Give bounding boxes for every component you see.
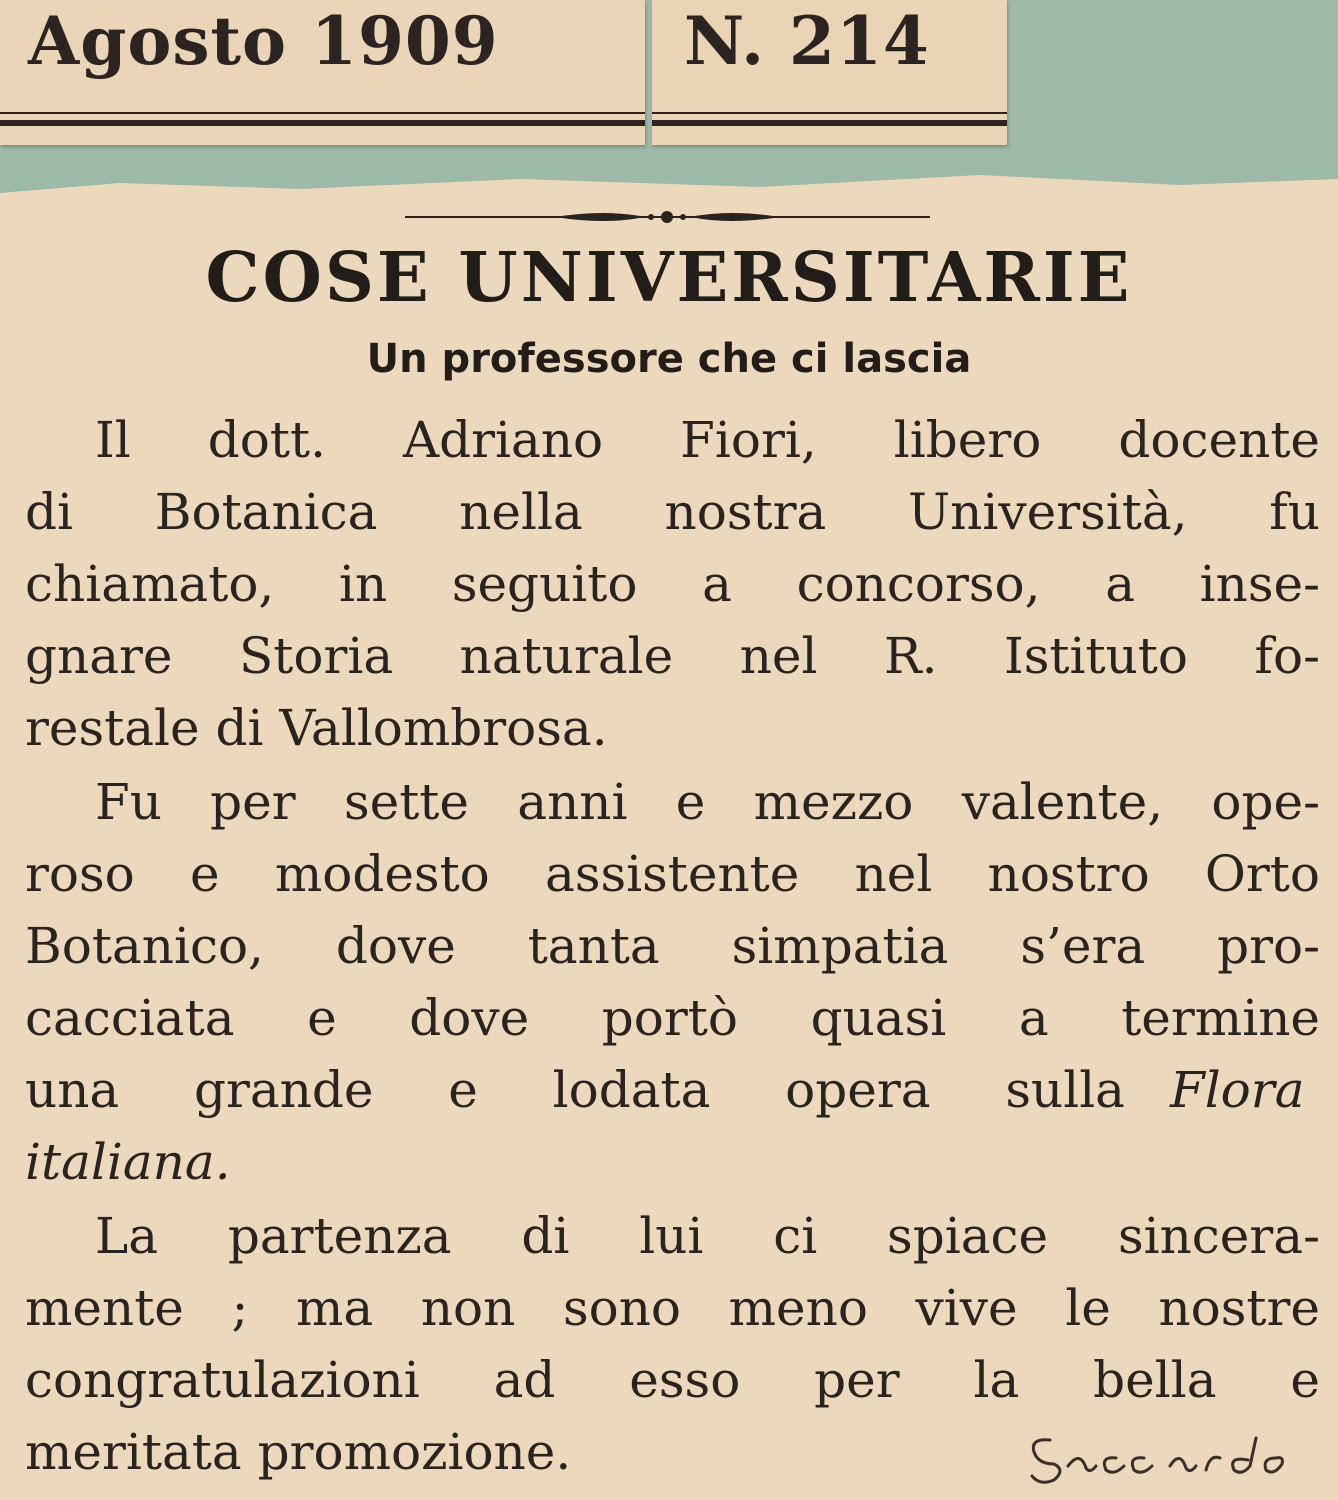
issue-date: Agosto 1909 [28,2,499,80]
text-line: meritata promozione. [25,1423,572,1481]
text-line: roso e modesto assistente nel nostro Orto [25,845,1320,903]
text-line-italic: italiana. [25,1133,231,1191]
text-line: La partenza di lui ci spiace sincera- [95,1207,1320,1265]
date-clipping [0,0,645,145]
text-line: Botanico, dove tanta simpatia s’era pro- [25,917,1320,975]
article-title: COSE UNIVERSITARIE [205,238,1133,318]
header-rule-thin [0,112,645,114]
article-subtitle: Un professore che ci lascia [366,336,972,382]
handwritten-signature [1020,1420,1320,1490]
text-line: Il dott. Adriano Fiori, libero docente [95,411,1320,469]
issue-number: N. 214 [684,2,930,80]
text-line: chiamato, in seguito a concorso, a inse- [25,555,1320,613]
header-rule-thin [652,112,1007,114]
ornament-divider [405,205,930,229]
text-line: una grande e lodata opera sulla [25,1061,1125,1119]
text-line: di Botanica nella nostra Università, fu [25,483,1320,541]
text-line: mente ; ma non sono meno vive le nostre [25,1279,1320,1337]
text-line: gnare Storia naturale nel R. Istituto fo- [25,627,1320,685]
header-rule-thick [0,120,645,126]
text-line: congratulazioni ad esso per la bella e [25,1351,1320,1409]
header-rule-thick [652,120,1007,126]
text-line: Fu per sette anni e mezzo valente, ope- [95,773,1320,831]
text-line: restale di Vallombrosa. [25,699,608,757]
number-clipping [652,0,1007,145]
text-line: cacciata e dove portò quasi a termine [25,989,1320,1047]
text-line-italic: Flora [1170,1061,1305,1119]
